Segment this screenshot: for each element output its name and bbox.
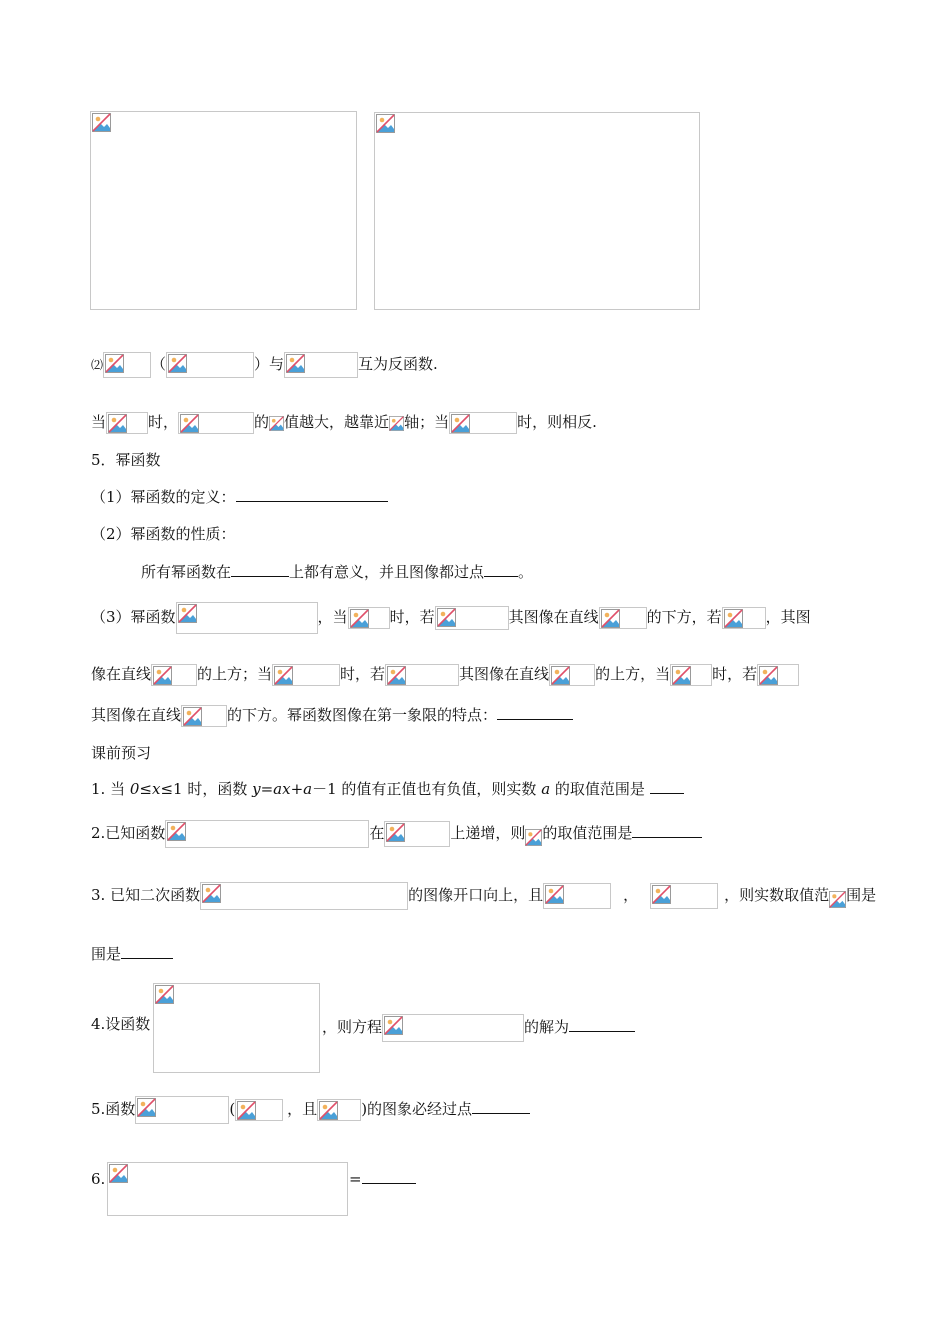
broken-image-icon: [180, 414, 199, 433]
broken-image-icon: [829, 891, 846, 908]
text: ≤: [139, 780, 152, 798]
broken-image-icon: [525, 829, 542, 846]
property-heading: （2）幂函数的性质：: [91, 525, 236, 543]
broken-image-icon: [672, 666, 691, 685]
preview-title: 课前预习: [91, 744, 152, 762]
answer-blank: [569, 1017, 635, 1032]
figure-image-left: [90, 111, 357, 310]
broken-image-icon: [286, 354, 305, 373]
power-function-line-1: [91, 602, 811, 634]
formula-image: [382, 1014, 524, 1042]
broken-image-icon: [724, 609, 743, 628]
exercise-1: [91, 779, 684, 799]
broken-image-icon: [137, 1098, 156, 1117]
formula-image: [153, 983, 320, 1073]
broken-image-icon: [178, 604, 197, 623]
answer-blank: [362, 1169, 416, 1184]
broken-image-icon: [153, 666, 172, 685]
formula-image: [543, 883, 611, 909]
text: 时，若: [389, 608, 435, 626]
answer-blank: [236, 487, 388, 502]
text: (: [229, 1100, 236, 1118]
power-function-line-2: [91, 664, 799, 686]
broken-image-icon: [437, 608, 456, 627]
item-number: ⑵: [91, 358, 104, 372]
formula-image: [722, 607, 766, 629]
broken-image-icon: [545, 885, 564, 904]
answer-blank: [484, 562, 518, 577]
broken-image-icon: [601, 609, 620, 628]
exercise-3-line-1: [91, 882, 876, 910]
broken-image-icon: [376, 114, 395, 133]
text: 的上方；当: [197, 665, 273, 683]
text: ，其图: [765, 608, 811, 626]
text: 当: [91, 413, 107, 431]
exercise-6-label: [91, 1169, 105, 1189]
text: 在: [369, 824, 385, 842]
text: 3. 已知二次函数: [91, 886, 201, 904]
broken-image-icon: [168, 354, 187, 373]
text: －1 的值有正值也有负值，则实数: [312, 780, 542, 798]
text: 其图像在直线: [459, 665, 550, 683]
property-detail: [141, 562, 533, 582]
broken-image-icon: [451, 414, 470, 433]
broken-image-icon: [183, 707, 202, 726]
formula-image: [272, 664, 340, 686]
broken-image-icon: [652, 885, 671, 904]
text: ）与: [254, 355, 285, 373]
text: a: [541, 780, 551, 798]
power-function-line-3: [91, 705, 573, 727]
text: =: [349, 1170, 362, 1188]
text: 围是: [91, 945, 122, 963]
text: ，则方程: [322, 1018, 383, 1036]
broken-image-icon: [108, 414, 127, 433]
text: 上都有意义，并且图像都过点: [289, 563, 485, 581]
text: 的取值范围是: [542, 824, 633, 842]
broken-image-icon: [92, 113, 111, 132]
text: 时，若: [340, 665, 386, 683]
text: 时，若: [712, 665, 758, 683]
text: （1）幂函数的定义：: [91, 488, 236, 506]
exercise-5: [91, 1096, 530, 1124]
text: ，则实数: [724, 886, 785, 904]
condition-line: [91, 412, 597, 434]
text: )的图象必经过点: [361, 1100, 473, 1118]
formula-image: [599, 607, 647, 629]
formula-image: [385, 664, 459, 686]
answer-blank: [632, 823, 702, 838]
text: 的解为: [524, 1018, 570, 1036]
text: 所有幂函数在: [141, 563, 232, 581]
broken-image-icon: [384, 1016, 403, 1035]
text: 的图像开口向上，且: [408, 886, 544, 904]
broken-image-icon: [319, 1101, 338, 1120]
formula-image: [165, 820, 369, 848]
text: 其图像在直线: [91, 706, 182, 724]
formula-image: [135, 1096, 229, 1124]
text: 0: [129, 780, 140, 798]
text: 的下方，若: [646, 608, 722, 626]
formula-image: [284, 352, 358, 378]
formula-image: [235, 1099, 283, 1121]
exercise-2: [91, 820, 702, 848]
exercise-4-rest: [322, 1014, 635, 1042]
formula-image: [348, 607, 390, 629]
text: 取值范: [784, 886, 830, 904]
text: ax: [273, 780, 291, 798]
broken-image-icon: [387, 666, 406, 685]
text: 像在直线: [91, 665, 152, 683]
formula-image: [107, 1162, 348, 1216]
broken-image-icon: [759, 666, 778, 685]
text: （: [151, 355, 167, 373]
answer-blank: [497, 705, 573, 720]
text: 。: [518, 563, 534, 581]
text: ≤1 时，函数: [160, 780, 253, 798]
text: +: [290, 780, 304, 798]
text: 值越大，越靠近: [284, 413, 390, 431]
broken-image-icon: [551, 666, 570, 685]
formula-image: [549, 664, 595, 686]
text: 4.设函数: [91, 1015, 151, 1033]
text: ，且: [287, 1100, 318, 1118]
section-title: 5．幂函数: [91, 451, 161, 469]
formula-image: [178, 412, 254, 434]
broken-image-icon: [350, 609, 369, 628]
text: 互为反函数.: [358, 355, 438, 373]
text: 2.已知函数: [91, 824, 166, 842]
text: =: [260, 780, 274, 798]
inverse-function-line: [91, 352, 438, 378]
broken-image-icon: [389, 416, 404, 431]
formula-image: [106, 412, 148, 434]
text: 的上方，当: [595, 665, 671, 683]
formula-image: [650, 883, 718, 909]
formula-image: [151, 664, 197, 686]
formula-image: [757, 664, 799, 686]
text: 5.函数: [91, 1100, 136, 1118]
broken-image-icon: [274, 666, 293, 685]
text: ，: [623, 886, 639, 904]
text: 1. 当: [91, 780, 130, 798]
text: （3）幂函数: [91, 608, 176, 626]
broken-image-icon: [109, 1164, 128, 1183]
broken-image-icon: [386, 823, 405, 842]
text: 轴；当: [404, 413, 450, 431]
formula-image: [181, 705, 227, 727]
text: 的: [254, 413, 270, 431]
text: 的取值范围是: [550, 780, 650, 798]
formula-image: [449, 412, 517, 434]
answer-blank: [121, 944, 173, 959]
broken-image-icon: [105, 354, 124, 373]
exercise-6-rest: [349, 1169, 416, 1189]
answer-blank: [231, 562, 289, 577]
text: y: [252, 780, 261, 798]
broken-image-icon: [237, 1101, 256, 1120]
formula-image: [176, 602, 318, 634]
figure-image-right: [374, 112, 700, 310]
formula-image: [166, 352, 254, 378]
definition-line: [91, 487, 388, 507]
answer-blank: [472, 1099, 530, 1114]
formula-image: [670, 664, 712, 686]
text: 时，则相反.: [517, 413, 597, 431]
formula-image: [200, 882, 408, 910]
broken-image-icon: [167, 822, 186, 841]
formula-image: [384, 821, 450, 847]
text: x: [151, 780, 161, 798]
text: 围是: [846, 886, 877, 904]
text: 时，: [148, 413, 179, 431]
text: 其图像在直线: [508, 608, 599, 626]
text: a: [303, 780, 313, 798]
formula-image: [317, 1099, 361, 1121]
formula-image: [103, 352, 151, 378]
text: ，当: [317, 608, 348, 626]
formula-image: [435, 606, 509, 630]
exercise-4-label: [91, 1014, 150, 1034]
answer-blank: [650, 779, 684, 794]
exercise-3-line-2: [91, 944, 173, 964]
text: 上递增，则: [450, 824, 526, 842]
broken-image-icon: [202, 884, 221, 903]
text: 的下方。幂函数图像在第一象限的特点：: [227, 706, 498, 724]
text: 6.: [91, 1170, 106, 1188]
broken-image-icon: [269, 416, 284, 431]
broken-image-icon: [155, 985, 174, 1004]
